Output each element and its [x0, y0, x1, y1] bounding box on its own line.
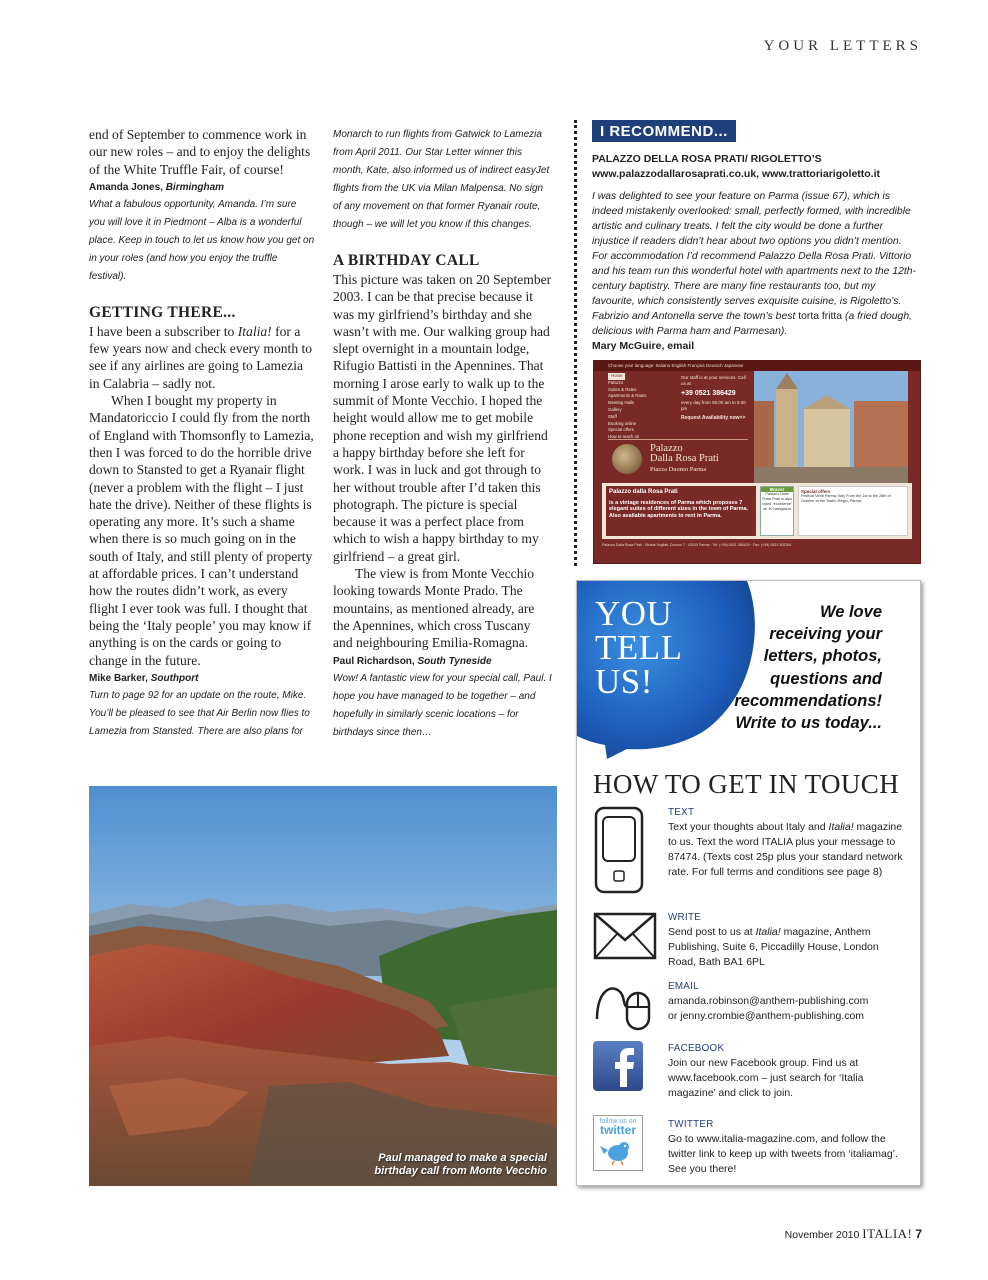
letter3-para2: The view is from Monte Vecchio looking towards Monte Prado. The mountains, as mentioned already, are the Apennines, which cross Tuscany and neighbouring Emilia-Romagna. [333, 566, 535, 651]
letter2-para2: When I bought my property in Mandatoriccio I could fly from the north of England with Thomsonfly to Lamezia, then I was forced to do the horrible drive down to Stansted to get a Ryanair flight (never a problem with the flight – I just hate the drive). Neither of these flights is operating any more. It’s such a shame when there is so much going on in the south of Italy, and still plenty of property at affordable prices. I can’t understand how the routes didn’t work, as every flight I ever took was full. I thought that being the ‘Italy people’ you may know if anything is on the cards or going to change in the future. [89, 393, 314, 668]
letter2-reply-part1: Turn to page 92 for an update on the route, Mike. You’ll be pleased to see that Air Berlin now flies to Lamezia from Stansted. There are also plans for [89, 689, 310, 737]
letter1-signature: Amanda Jones, Birmingham [89, 181, 225, 193]
letter2-title: GETTING THERE... [89, 303, 236, 321]
recommend-section [592, 120, 918, 354]
website-footer: Palazzo Dalla Rosa Prati · Strada Vogliati, Duomo 7 · 43100 Parma · Tel: (+39) 0521 386429 · Fax: (+39) 0521 502284 [602, 543, 792, 547]
website-nav: Home Palazzo Suites & Rates Apartments & Rates Meeting Halls Gallery Staff Booking online Special offers How to reach us [608, 373, 647, 440]
write-address: Send post to us at Italia! magazine, Anthem Publishing, Suite 6, Piccadilly House, London Road, Bath BA1 6PL [668, 926, 879, 968]
website-language-bar: Choose your language: Italiano English Français Deutsch Japanese [594, 361, 920, 371]
column-1 [89, 126, 315, 741]
letter1-body-end: end of September to commence work in our new roles – and to enjoy the delights of the White Truffle Fair, of course! [89, 127, 311, 177]
email-address-1[interactable]: amanda.robinson@anthem-publishing.com [668, 995, 869, 1007]
photo-caption: Paul managed to make a special birthday call from Monte Vecchio [374, 1152, 547, 1177]
recommend-author: Mary McGuire, email [592, 340, 695, 352]
facebook-icon [593, 1041, 643, 1091]
letter3-para1: This picture was taken on 20 September 2003. I can be that precise because it was my girlfriend’s birthday and she wasn’t with me. Our walking group had slept overnight in a mountain lodge, Rifugio Battisti in the Apennines. That morning I arose early to walk up to the summit of Monte Vecchio. I hoped the height would allow me to get mobile phone reception and wish my girlfriend a happy birthday before she left for work. I was in luck and got through to her without trouble after I’d taken this photograph. The picture is special because it was a perfect place from which to wish a happy birthday to my girlfriend – a great girl. [333, 272, 552, 564]
envelope-icon [593, 912, 657, 960]
letter2-body [89, 323, 315, 669]
facebook-instructions: Join our new Facebook group. Find us at www.facebook.com – just search for ‘Italia magazine’ and click to join. [668, 1057, 864, 1099]
how-to-get-in-touch-title: HOW TO GET IN TOUCH [593, 769, 900, 799]
website-content-box: Palazzo dalla Rosa Prati is a vintage residences of Parma which proposes 7 elegant suites of different sizes in the town of Parma. Also available apartments to rent in Parma. Bravo! Palazzo Dalla Rosa Prati is also voted “eccellente” on 10 navigators Special offers Festival Verdi Parma, Italy From the 1st to the 28th of October at the Teatro Regio, Parma [602, 483, 912, 539]
letter3-reply: Wow! A fantastic view for your special call, Paul. I hope you have managed to be together – and hopefully in similarly scenic locations – for birthdays since then… [333, 672, 552, 738]
email-address-2[interactable]: or jenny.crombie@anthem-publishing.com [668, 1010, 865, 1022]
twitter-icon: follow us on twitter [593, 1115, 643, 1171]
page-footer [785, 1226, 922, 1242]
letter2-signature: Mike Barker, Southport [89, 672, 199, 684]
recommend-body: I was delighted to see your feature on Parma (issue 67), which is indeed mistakenly overlooked: small, perfectly formed, with incredible artistic and culinary treats. I felt the city would be done a further injustice if readers didn’t hear about two options you didn’t mention. For accommodation I’d recommend Palazzo Della Rosa Prati. Vittorio and his team run this wonderful hotel with apartments next to the 12th-century baptistry. There are many fine restaurants too, but my favourite, which consistently serves exquisite cuisine, is Rigoletto’s. Fabrizio and Antonella serve the town’s best torta fritta (a fried dough, delicious with Parma ham and Parmesan). [592, 191, 917, 337]
you-tell-us-title: YOU TELL US! [595, 594, 683, 701]
recommend-urls: www.palazzodallarosaprati.co.uk, www.trattoriarigoletto.it [592, 168, 881, 180]
letter2-para1: I have been a subscriber to Italia! for a few years now and check every month to see if any airlines are going to Lamezia in Calabria – sadly not. [89, 323, 313, 391]
mobile-phone-icon [593, 805, 647, 895]
mountain-photo [89, 786, 557, 1186]
letter3-body [333, 271, 553, 652]
letter3-signature: Paul Richardson, South Tyneside [333, 655, 492, 667]
website-logo: Palazzo Dalla Rosa Prati Piazza Duomo Parma [608, 439, 748, 475]
you-tell-us-pitch: We love receiving your letters, photos, questions and recommendations! Write to us today... [734, 603, 882, 733]
hotel-website-screenshot [593, 360, 921, 564]
recommend-tag: I RECOMMEND... [592, 120, 736, 142]
computer-mouse-icon [593, 979, 657, 1033]
issue-date: November 2010 [784, 1229, 860, 1241]
column-2 [333, 126, 553, 742]
page-number: 7 [915, 1227, 922, 1241]
website-contact: Our staff is at your services. Call us at +39 0521 386429 every day from 08.00 am to 9.00 pm Request Availability now>> [681, 375, 746, 421]
duomo-photo [754, 371, 908, 483]
text-instructions: Text your thoughts about Italy and Italia! magazine to us. Text the word ITALIA plus your message to 87474. (Texts cost 25p plus your standard network rate. For full terms and conditions see page 8) [668, 821, 903, 878]
column-divider [574, 120, 578, 566]
letter1-reply: What a fabulous opportunity, Amanda. I’m sure you will love it in Piedmont – Alba is a wonderful place. Keep in touch to let us know how you get on in your roles (and how you enjoy the truffle festival). [89, 198, 315, 282]
section-header: YOUR LETTERS [763, 38, 922, 54]
recommend-title: PALAZZO DELLA ROSA PRATI/ RIGOLETTO’S [592, 153, 822, 165]
mountain-landscape-image [89, 786, 557, 1186]
magazine-brand: ITALIA! [862, 1226, 913, 1241]
letter2-reply-part2: Monarch to run flights from Gatwick to Lamezia from April 2011. Our Star Letter winner this month, Kate, also informed us of indirect easyJet flights from the UK via Milan Malpensa. No sign of any movement on that former Ryanair route, though – we will let you know if this changes. [333, 129, 550, 230]
you-tell-us-box: YOU TELL US! We love receiving your letters, photos, questions and recommendations! Write to us today... HOW TO GET IN TOUCH TEXT Text your thoughts about Italy and Italia! magazine to us. Text the word ITALIA plus your message to 87474. (Texts cost 25p plus your standard network rate. For full terms and conditions see page 8) WRITE Send post to us at Italia! magazine, Anthem Publishing, Suite 6, Piccadilly House, London Road, Bath BA1 6PL EMAIL amanda.robinson@anthem-publishing.com or jenny.crombie@anthem-publishing.com FACEBOOK Join our new Facebook group. Find us at www.facebook.com – just search for ‘Italia magazine’ and click to join. follow us on twitter TWITTER Go to www.italia-magazine.com, and follow the twitter link to keep up with tweets from ‘italiamag’. See you there! [576, 580, 921, 1186]
crest-icon [612, 444, 642, 474]
letter3-title: A BIRTHDAY CALL [333, 252, 480, 269]
twitter-instructions: Go to www.italia-magazine.com, and follow the twitter link to keep up with tweets from ‘italiamag’. See you there! [668, 1133, 898, 1175]
